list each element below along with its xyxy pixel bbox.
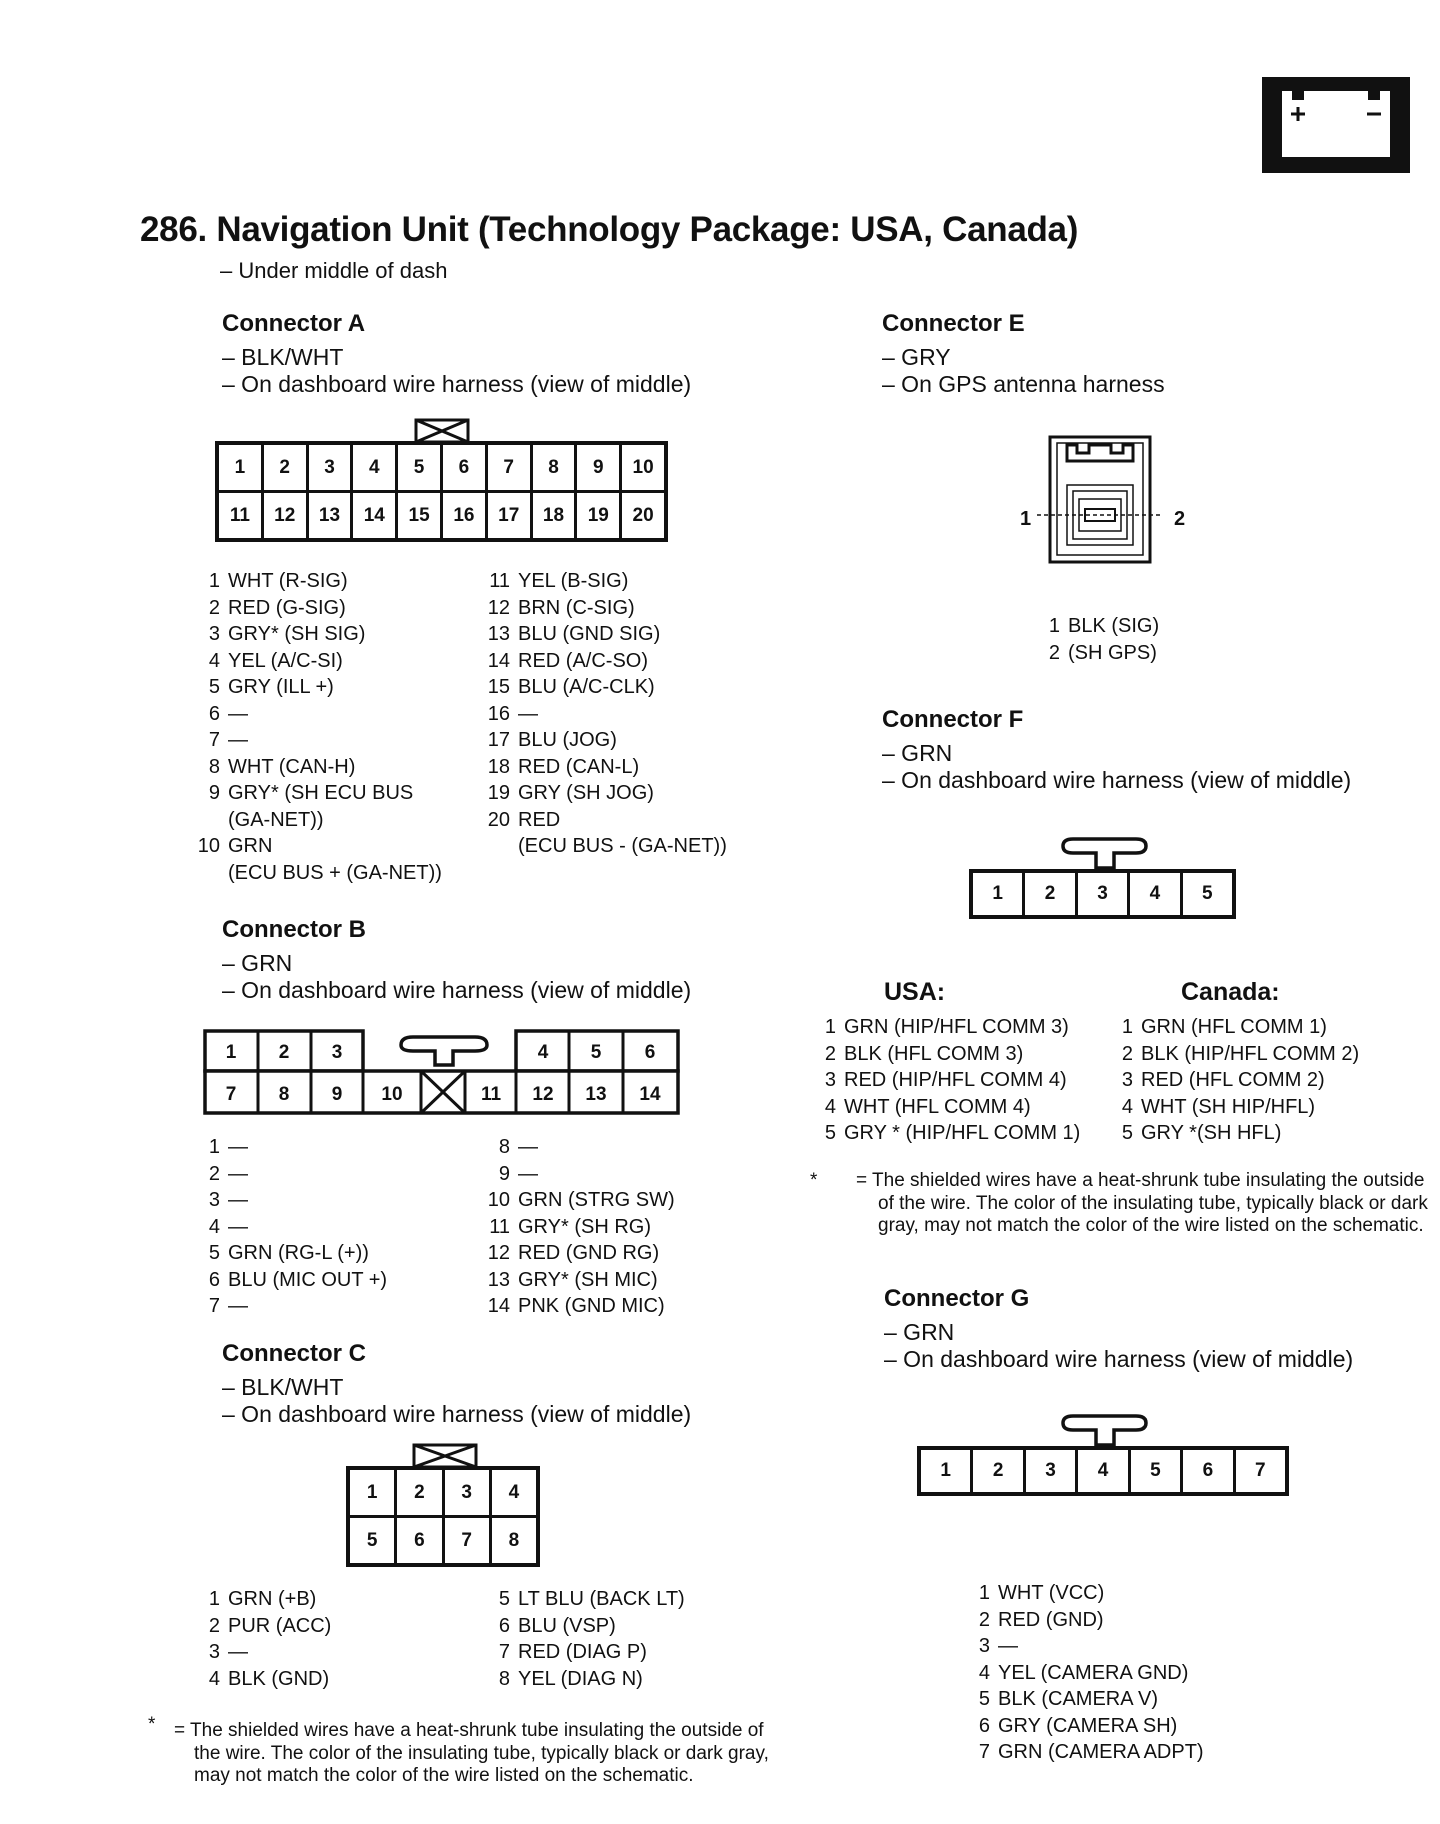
pin-description: RED (GND): [998, 1608, 1104, 1631]
pin-number: 8: [498, 1136, 510, 1158]
connector-f-diagram: [969, 869, 1236, 919]
pin-cell: 14: [353, 493, 395, 538]
connector-a-color: – BLK/WHT: [222, 344, 344, 370]
pin-description: BLK (HIP/HFL COMM 2): [1141, 1042, 1360, 1065]
pin-cell: 15: [398, 493, 440, 538]
pin-row: [960, 1633, 1204, 1660]
pin-cell: 5: [350, 1518, 394, 1563]
pin-description: GRN (STRG SW): [518, 1189, 675, 1211]
pin-number: 7: [978, 1741, 990, 1763]
connector-e-color: – GRY: [882, 344, 951, 370]
pin-cell: 18: [533, 493, 575, 538]
pin-number: 4: [208, 1667, 220, 1690]
pin-number: 4: [1121, 1095, 1133, 1118]
pin-number: 7: [208, 1295, 220, 1317]
pin-number: 5: [978, 1688, 990, 1710]
pin-row: [190, 1214, 387, 1241]
pin-number: 2: [824, 1042, 836, 1065]
pin-cell: 16: [443, 493, 485, 538]
pin-row: [480, 754, 727, 781]
pin-description: RED (G-SIG): [228, 596, 346, 619]
pin-number: 6: [978, 1714, 990, 1737]
pin-description: —: [518, 702, 538, 725]
pin-number: 3: [208, 1641, 220, 1663]
pin-row: [190, 727, 442, 754]
pin-row: [480, 1666, 685, 1693]
connector-b-cell: 5: [590, 1042, 602, 1063]
pin-cell: 2: [264, 445, 306, 490]
pin-description: GRN (HFL COMM 1): [1141, 1016, 1327, 1038]
pin-row: [480, 648, 727, 675]
pin-row: [960, 1713, 1204, 1740]
pin-row: [480, 1134, 675, 1161]
pin-number: 3: [1121, 1069, 1133, 1091]
pin-row: [1030, 613, 1159, 640]
pin-cell: 4: [1130, 873, 1179, 915]
pin-row: [190, 701, 442, 728]
pin-number: 17: [487, 729, 510, 751]
connector-c-harness: – On dashboard wire harness (view of middle): [222, 1401, 692, 1427]
pin-row: [480, 780, 727, 807]
pin-cell: 19: [577, 493, 619, 538]
pin-number: 8: [208, 755, 220, 778]
footnote-right-mark: *: [810, 1170, 818, 1191]
pin-row: [480, 1187, 675, 1214]
pin-number: 10: [197, 835, 220, 857]
pin-row: [190, 648, 442, 675]
pin-cell: 2: [397, 1470, 441, 1515]
pin-row: [480, 1639, 685, 1666]
connector-f-color: – GRN: [882, 740, 953, 766]
pin-number: 2: [1121, 1042, 1133, 1065]
pin-description: RED (HFL COMM 2): [1141, 1069, 1325, 1091]
pin-number: 16: [487, 702, 510, 725]
pin-number: 1: [208, 1588, 220, 1610]
pin-number: 12: [487, 1242, 510, 1264]
connector-b-cell: 7: [225, 1084, 237, 1105]
connector-b-title: Connector B: [222, 916, 366, 943]
pin-description: BLU (JOG): [518, 729, 617, 751]
pin-description: YEL (A/C-SI): [228, 649, 343, 672]
pin-row: [806, 1041, 1080, 1068]
pin-cell: 1: [219, 445, 261, 490]
pin-number: 3: [208, 623, 220, 645]
pin-description: —: [518, 1136, 538, 1158]
pin-number: 2: [1048, 641, 1060, 664]
connector-a-diagram: [215, 441, 668, 542]
pin-description: RED (GND RG): [518, 1242, 660, 1264]
pin-description: WHT (R-SIG): [228, 570, 348, 592]
pin-description: GRY * (HIP/HFL COMM 1): [844, 1122, 1081, 1144]
pin-number: 19: [487, 782, 510, 804]
pin-number: 7: [208, 729, 220, 751]
pin-row: [806, 1014, 1080, 1041]
connector-b-cell: 10: [381, 1084, 403, 1105]
pin-cell: 9: [577, 445, 619, 490]
pin-description: BLK (SIG): [1068, 615, 1160, 637]
pin-row: [960, 1739, 1204, 1766]
connector-b-harness: – On dashboard wire harness (view of middle): [222, 977, 692, 1003]
pin-number: 18: [487, 755, 510, 778]
pin-description: GRY (CAMERA SH): [998, 1714, 1178, 1737]
connector-f-title: Connector F: [882, 706, 1024, 733]
pin-number: 5: [498, 1588, 510, 1610]
connector-f-pins-usa: [806, 1014, 1080, 1147]
pin-number: 12: [487, 596, 510, 619]
pin-description: WHT (SH HIP/HFL): [1141, 1095, 1316, 1118]
pin-description: GRN (+B): [228, 1588, 317, 1610]
pin-number: 4: [208, 649, 220, 672]
pin-row: [190, 780, 442, 833]
pin-number: 2: [208, 596, 220, 619]
pin-number: 3: [208, 1189, 220, 1211]
connector-b-diagram: [203, 1027, 681, 1122]
pin-description: —: [228, 1136, 248, 1158]
pin-row: [480, 1293, 675, 1320]
pin-row: [190, 1666, 331, 1693]
pin-description: GRY* (SH ECU BUS (GA-NET)): [228, 782, 414, 831]
connector-g-color: – GRN: [884, 1319, 955, 1345]
pin-description: GRN (CAMERA ADPT): [998, 1741, 1204, 1763]
pin-cell: 7: [488, 445, 530, 490]
connector-g-harness: – On dashboard wire harness (view of middle): [884, 1346, 1354, 1372]
canada-heading: Canada:: [1181, 978, 1280, 1006]
pin-number: 1: [824, 1016, 836, 1038]
connector-a-title: Connector A: [222, 310, 366, 337]
pin-row: [480, 727, 727, 754]
pin-row: [1103, 1120, 1359, 1147]
pin-row: [190, 674, 442, 701]
connector-a-pins-left: [190, 568, 442, 886]
pin-number: 9: [498, 1162, 510, 1185]
pin-number: 20: [487, 808, 510, 831]
pin-cell: 3: [1026, 1450, 1075, 1492]
pin-number: 1: [978, 1582, 990, 1604]
pin-description: BLU (MIC OUT +): [228, 1268, 388, 1291]
pin-number: 4: [208, 1215, 220, 1238]
connector-c-pins-left: [190, 1586, 331, 1692]
pin-row: [480, 1240, 675, 1267]
pin-number: 6: [208, 702, 220, 725]
pin-row: [960, 1660, 1204, 1687]
pin-cell: 2: [973, 1450, 1022, 1492]
connector-g-diagram: [917, 1446, 1289, 1496]
connector-e-harness: – On GPS antenna harness: [882, 371, 1165, 397]
pin-row: [480, 1214, 675, 1241]
pin-cell: 4: [353, 445, 395, 490]
pin-row: [960, 1580, 1204, 1607]
pin-row: [190, 754, 442, 781]
pin-row: [960, 1686, 1204, 1713]
pin-description: PUR (ACC): [228, 1614, 332, 1637]
pin-description: WHT (CAN-H): [228, 755, 356, 778]
connector-e-label-2: 2: [1174, 508, 1186, 530]
pin-description: —: [228, 1295, 248, 1317]
pin-description: BLK (HFL COMM 3): [844, 1042, 1024, 1065]
pin-description: GRY* (SH SIG): [228, 623, 366, 645]
pin-description: RED (CAN-L): [518, 755, 640, 778]
pin-description: BLK (CAMERA V): [998, 1688, 1159, 1710]
pin-cell: 6: [397, 1518, 441, 1563]
pin-number: 11: [489, 570, 510, 592]
connector-g-pins: [960, 1580, 1204, 1766]
usa-heading: USA:: [884, 978, 946, 1006]
pin-description: —: [228, 729, 248, 751]
pin-row: [480, 701, 727, 728]
pin-cell: 7: [1236, 1450, 1285, 1492]
pin-cell: 10: [622, 445, 664, 490]
pin-row: [480, 621, 727, 648]
connector-a-pins-right: [480, 568, 727, 860]
pin-number: 5: [208, 676, 220, 698]
pin-row: [190, 1586, 331, 1613]
pin-number: 2: [208, 1162, 220, 1185]
pin-description: GRN (ECU BUS + (GA-NET)): [228, 835, 442, 884]
pin-number: 4: [978, 1661, 990, 1684]
pin-row: [190, 1639, 331, 1666]
pin-cell: 11: [219, 493, 261, 538]
footnote-left: = The shielded wires have a heat-shrunk tube insulating the outside of the wire. The color of the insulating tube, typically black or dark gray, may not match the color of the wire listed on the schematic.: [174, 1720, 769, 1786]
pin-row: [1103, 1014, 1359, 1041]
pin-description: —: [228, 702, 248, 725]
pin-cell: 5: [1183, 873, 1232, 915]
connector-e-pins: [1030, 613, 1159, 666]
connector-b-cell: 3: [331, 1042, 343, 1063]
connector-b-cell: 11: [480, 1084, 502, 1105]
connector-b-pins-right: [480, 1134, 675, 1320]
connector-c-color: – BLK/WHT: [222, 1374, 344, 1400]
pin-description: YEL (CAMERA GND): [998, 1661, 1189, 1684]
pin-row: [480, 568, 727, 595]
connector-e-label-1: 1: [1020, 508, 1032, 530]
pin-row: [480, 1586, 685, 1613]
pin-row: [190, 1187, 387, 1214]
pin-description: BLU (A/C-CLK): [518, 676, 655, 698]
pin-row: [190, 1161, 387, 1188]
pin-number: 6: [498, 1614, 510, 1637]
pin-cell: 3: [309, 445, 351, 490]
pin-row: [190, 1613, 331, 1640]
pin-cell: 2: [1025, 873, 1074, 915]
pin-number: 13: [487, 623, 510, 645]
connector-b-cell: 9: [331, 1084, 343, 1105]
pin-description: GRY* (SH RG): [518, 1215, 651, 1238]
pin-row: [480, 1161, 675, 1188]
pin-row: [190, 568, 442, 595]
pin-cell: 8: [492, 1518, 536, 1563]
connector-b-cell: 14: [639, 1084, 661, 1105]
pin-description: —: [228, 1215, 248, 1238]
connector-b-cell: 4: [537, 1042, 549, 1063]
pin-cell: 1: [973, 873, 1022, 915]
footnote-left-mark: *: [148, 1714, 156, 1735]
pin-description: BRN (C-SIG): [518, 596, 635, 619]
pin-number: 10: [487, 1189, 510, 1211]
pin-number: 3: [978, 1635, 990, 1657]
connector-b-cell: 13: [585, 1084, 607, 1105]
pin-description: GRY *(SH HFL): [1141, 1122, 1282, 1144]
pin-description: —: [998, 1635, 1018, 1657]
pin-cell: 5: [398, 445, 440, 490]
pin-cell: 7: [445, 1518, 489, 1563]
pin-cell: 6: [443, 445, 485, 490]
connector-e-diagram: [1015, 433, 1185, 568]
pin-cell: 13: [309, 493, 351, 538]
connector-c-title: Connector C: [222, 1340, 366, 1367]
connector-b-cell: 6: [644, 1042, 656, 1063]
pin-description: LT BLU (BACK LT): [518, 1588, 685, 1610]
pin-description: WHT (HFL COMM 4): [844, 1095, 1031, 1118]
pin-row: [1103, 1041, 1359, 1068]
pin-description: —: [228, 1641, 248, 1663]
pin-row: [1030, 640, 1159, 667]
pin-description: —: [228, 1189, 248, 1211]
pin-number: 2: [978, 1608, 990, 1631]
pin-cell: 12: [264, 493, 306, 538]
pin-row: [190, 595, 442, 622]
pin-number: 2: [208, 1614, 220, 1637]
pin-number: 1: [1121, 1016, 1133, 1038]
pin-row: [1103, 1067, 1359, 1094]
pin-number: 1: [1048, 615, 1060, 637]
pin-description: GRY (SH JOG): [518, 782, 654, 804]
connector-c-pins-right: [480, 1586, 685, 1692]
pin-number: 7: [498, 1641, 510, 1663]
pin-cell: 5: [1131, 1450, 1180, 1492]
pin-row: [190, 1267, 387, 1294]
pin-description: PNK (GND MIC): [518, 1295, 665, 1317]
pin-description: RED (ECU BUS - (GA-NET)): [518, 808, 727, 857]
pin-description: (SH GPS): [1068, 641, 1157, 664]
pin-number: 14: [487, 649, 510, 672]
connector-a-harness: – On dashboard wire harness (view of middle): [222, 371, 692, 397]
pin-number: 14: [487, 1295, 510, 1317]
pin-description: RED (DIAG P): [518, 1641, 647, 1663]
pin-row: [190, 833, 442, 886]
pin-cell: 1: [350, 1470, 394, 1515]
pin-row: [480, 595, 727, 622]
pin-cell: 6: [1183, 1450, 1232, 1492]
pin-row: [806, 1094, 1080, 1121]
pin-row: [190, 1134, 387, 1161]
pin-description: BLK (GND): [228, 1667, 330, 1690]
pin-row: [480, 1267, 675, 1294]
pin-description: GRN (RG-L (+)): [228, 1242, 369, 1264]
pin-description: GRY* (SH MIC): [518, 1268, 658, 1291]
pin-number: 5: [1121, 1122, 1133, 1144]
battery-icon: [1262, 77, 1410, 173]
pin-row: [806, 1067, 1080, 1094]
footnote-right: = The shielded wires have a heat-shrunk tube insulating the outside of the wire. The color of the insulating tube, typically black or dark gray, may not match the color of the wire listed on the schematic.: [856, 1170, 1428, 1236]
pin-number: 5: [824, 1122, 836, 1144]
pin-row: [190, 621, 442, 648]
pin-row: [190, 1293, 387, 1320]
pin-cell: 3: [445, 1470, 489, 1515]
pin-row: [806, 1120, 1080, 1147]
pin-number: 1: [208, 1136, 220, 1158]
pin-number: 9: [208, 782, 220, 804]
pin-row: [480, 674, 727, 701]
connector-b-cell: 12: [532, 1084, 554, 1105]
pin-number: 15: [487, 676, 510, 698]
pin-number: 3: [824, 1069, 836, 1091]
pin-description: GRY (ILL +): [228, 676, 334, 698]
pin-row: [190, 1240, 387, 1267]
pin-cell: 3: [1078, 873, 1127, 915]
pin-description: YEL (B-SIG): [518, 570, 629, 592]
pin-number: 8: [498, 1667, 510, 1690]
pin-number: 13: [487, 1268, 510, 1291]
pin-description: YEL (DIAG N): [518, 1667, 643, 1690]
pin-number: 11: [489, 1215, 510, 1238]
pin-cell: 20: [622, 493, 664, 538]
pin-description: —: [518, 1162, 538, 1185]
connector-f-pins-canada: [1103, 1014, 1359, 1147]
connector-b-pins-left: [190, 1134, 387, 1320]
pin-description: —: [228, 1162, 248, 1185]
pin-row: [960, 1607, 1204, 1634]
pin-cell: 1: [921, 1450, 970, 1492]
pin-row: [480, 1613, 685, 1640]
pin-number: 1: [208, 570, 220, 592]
connector-c-diagram: [346, 1466, 540, 1567]
pin-cell: 8: [533, 445, 575, 490]
pin-description: RED (A/C-SO): [518, 649, 648, 672]
pin-description: BLU (GND SIG): [518, 623, 661, 645]
pin-number: 6: [208, 1268, 220, 1291]
pin-number: 4: [824, 1095, 836, 1118]
connector-e-title: Connector E: [882, 310, 1025, 337]
page-title: 286. Navigation Unit (Technology Package: USA, Canada): [140, 210, 1079, 249]
connector-f-harness: – On dashboard wire harness (view of middle): [882, 767, 1352, 793]
connector-g-title: Connector G: [884, 1285, 1030, 1312]
pin-cell: 4: [1078, 1450, 1127, 1492]
connector-b-color: – GRN: [222, 950, 293, 976]
connector-b-cell: 2: [278, 1042, 290, 1063]
pin-cell: 4: [492, 1470, 536, 1515]
pin-description: BLU (VSP): [518, 1614, 616, 1637]
pin-description: WHT (VCC): [998, 1582, 1105, 1604]
pin-number: 5: [208, 1242, 220, 1264]
pin-description: GRN (HIP/HFL COMM 3): [844, 1016, 1069, 1038]
pin-row: [480, 807, 727, 860]
pin-row: [1103, 1094, 1359, 1121]
connector-b-cell: 1: [225, 1042, 237, 1063]
pin-description: RED (HIP/HFL COMM 4): [844, 1069, 1067, 1091]
connector-b-cell: 8: [278, 1084, 290, 1105]
location-note: – Under middle of dash: [220, 258, 448, 283]
pin-cell: 17: [488, 493, 530, 538]
